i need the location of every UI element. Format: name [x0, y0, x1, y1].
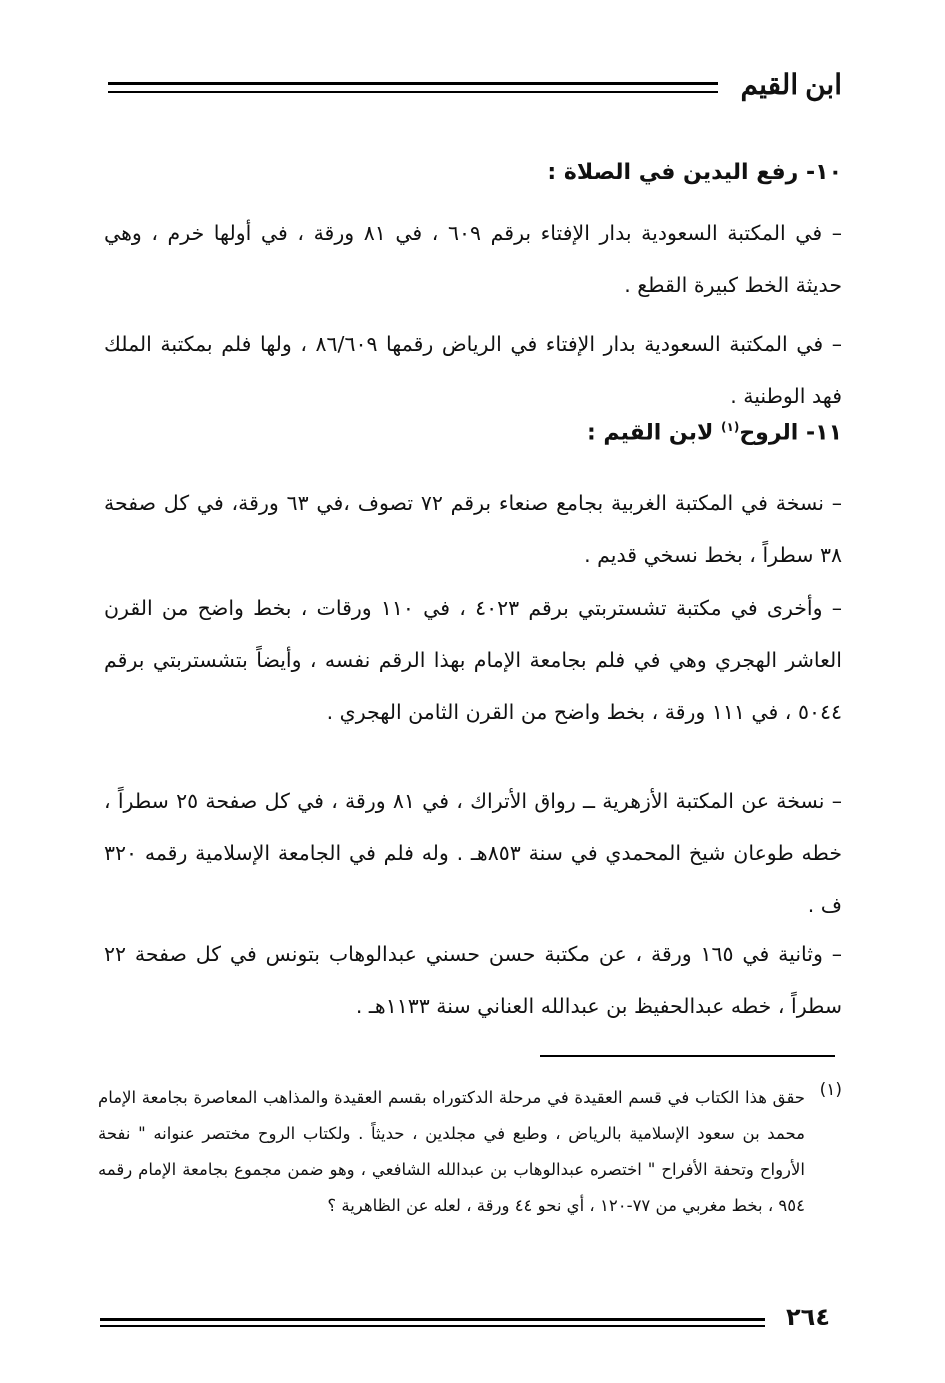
- footnote-text: حقق هذا الكتاب في قسم العقيدة في مرحلة الدكتوراه بقسم العقيدة والمذاهب المعاصرة بجامعة الإمام محمد بن سعود الإسلامية بالرياض ، وطبع في مجلدين ، حديثاً . ولكتاب الروح مختصر عنوانه " نفحة الأرواح وتحفة الأفراح " اختصره عبدالوهاب بن عبدالله الشافعي ، وهو ضمن مجموع بجامعة الإمام رقمه ٩٥٤ ، بخط مغربي من ٧٧-١٢٠ ، أي نحو ٤٤ ورقة ، لعله عن الظاهرية ؟: [98, 1088, 805, 1215]
- paragraph-3: – نسخة في المكتبة الغربية بجامع صنعاء برقم ٧٢ تصوف ،في ٦٣ ورقة، في كل صفحة ٣٨ سطراً ، بخط نسخي قديم .: [104, 491, 842, 567]
- footnote-separator: [540, 1055, 835, 1057]
- footnote-number: (١): [819, 1080, 842, 1100]
- section-heading-11-text: ١١- الروح: [739, 420, 842, 446]
- paragraph-6: – وثانية في ١٦٥ ورقة ، عن مكتبة حسن حسني عبدالوهاب بتونس في كل صفحة ٢٢ سطراً ، خطه عبدالحفيظ بن عبدالله العناني سنة ١١٣٣هـ .: [104, 942, 842, 1018]
- paragraph-2: – في المكتبة السعودية بدار الإفتاء في الرياض رقمها ٨٦/٦٠٩ ، ولها فلم بمكتبة الملك فهد الوطنية .: [104, 332, 842, 408]
- footnote-marker: (١): [721, 420, 740, 434]
- paragraph-1: – في المكتبة السعودية بدار الإفتاء برقم ٦٠٩ ، في ٨١ ورقة ، في أولها خرم ، وهي حديثة الخط كبيرة القطع .: [104, 221, 842, 297]
- running-header-title: ابن القيم: [740, 70, 842, 101]
- paragraph-5: – نسخة عن المكتبة الأزهرية ــ رواق الأتراك ، في ٨١ ورقة ، في كل صفحة ٢٥ سطراً ، خطه طوعان شيخ المحمدي في سنة ٨٥٣هـ . وله فلم في الجامعة الإسلامية رقمه ٣٢٠ ف .: [104, 789, 842, 917]
- paragraph-4: – وأخرى في مكتبة تشستربتي برقم ٤٠٢٣ ، في ١١٠ ورقات ، بخط واضح من القرن العاشر الهجري وهي في فلم بجامعة الإمام بهذا الرقم نفسه ، وأيضاً بتشستربتي برقم ٥٠٤٤ ، في ١١١ ورقة ، بخط واضح من القرن الثامن الهجري .: [104, 596, 842, 724]
- section-heading-11-suffix: لابن القيم :: [586, 420, 722, 446]
- header-rule-thin: [108, 91, 718, 93]
- page-number: ٢٦٤: [786, 1303, 830, 1331]
- footer-rule-thin: [100, 1325, 765, 1327]
- section-heading-10: ١٠- رفع اليدين في الصلاة :: [547, 160, 842, 185]
- footer-rule-thick: [100, 1318, 765, 1321]
- section-heading-11: [587, 420, 842, 445]
- header-rule-thick: [108, 82, 718, 85]
